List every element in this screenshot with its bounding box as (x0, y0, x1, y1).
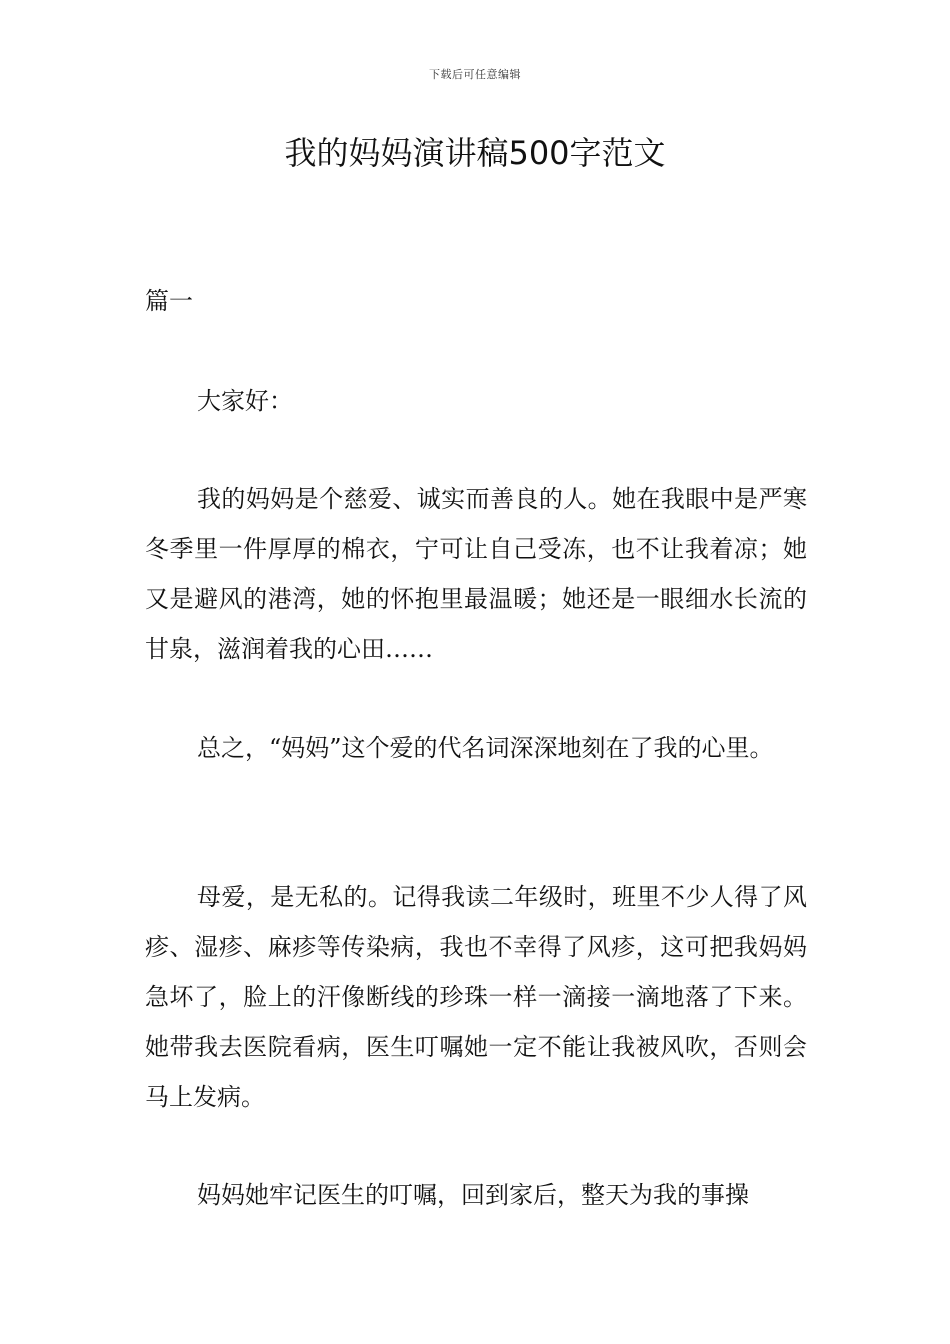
document-title: 我的妈妈演讲稿500字范文 (284, 134, 666, 172)
section-label: 篇一 (145, 287, 193, 315)
paragraph-2: 总之，“妈妈”这个爱的代名词深深地刻在了我的心里。 (197, 734, 774, 762)
header-note: 下载后可任意编辑 (429, 68, 521, 81)
paragraph-greeting: 大家好： (197, 387, 293, 415)
paragraph-1: 我的妈妈是个慈爱、诚实而善良的人。她在我眼中是严寒冬季里一件厚厚的棉衣，宁可让自己受冻，也不让我着凉；她又是避风的港湾，她的怀抱里最温暖；她还是一眼细水长流的甘泉，滋润着我的心田…… (145, 485, 807, 663)
paragraph-3: 母爱，是无私的。记得我读二年级时，班里不少人得了风疹、湿疹、麻疹等传染病，我也不幸得了风疹，这可把我妈妈急坏了，脸上的汗像断线的珍珠一样一滴接一滴地落了下来。她带我去医院看病，医生叮嘱她一定不能让我被风吹，否则会马上发病。 (145, 883, 807, 1111)
paragraph-4: 妈妈她牢记医生的叮嘱，回到家后，整天为我的事操 (197, 1181, 749, 1209)
